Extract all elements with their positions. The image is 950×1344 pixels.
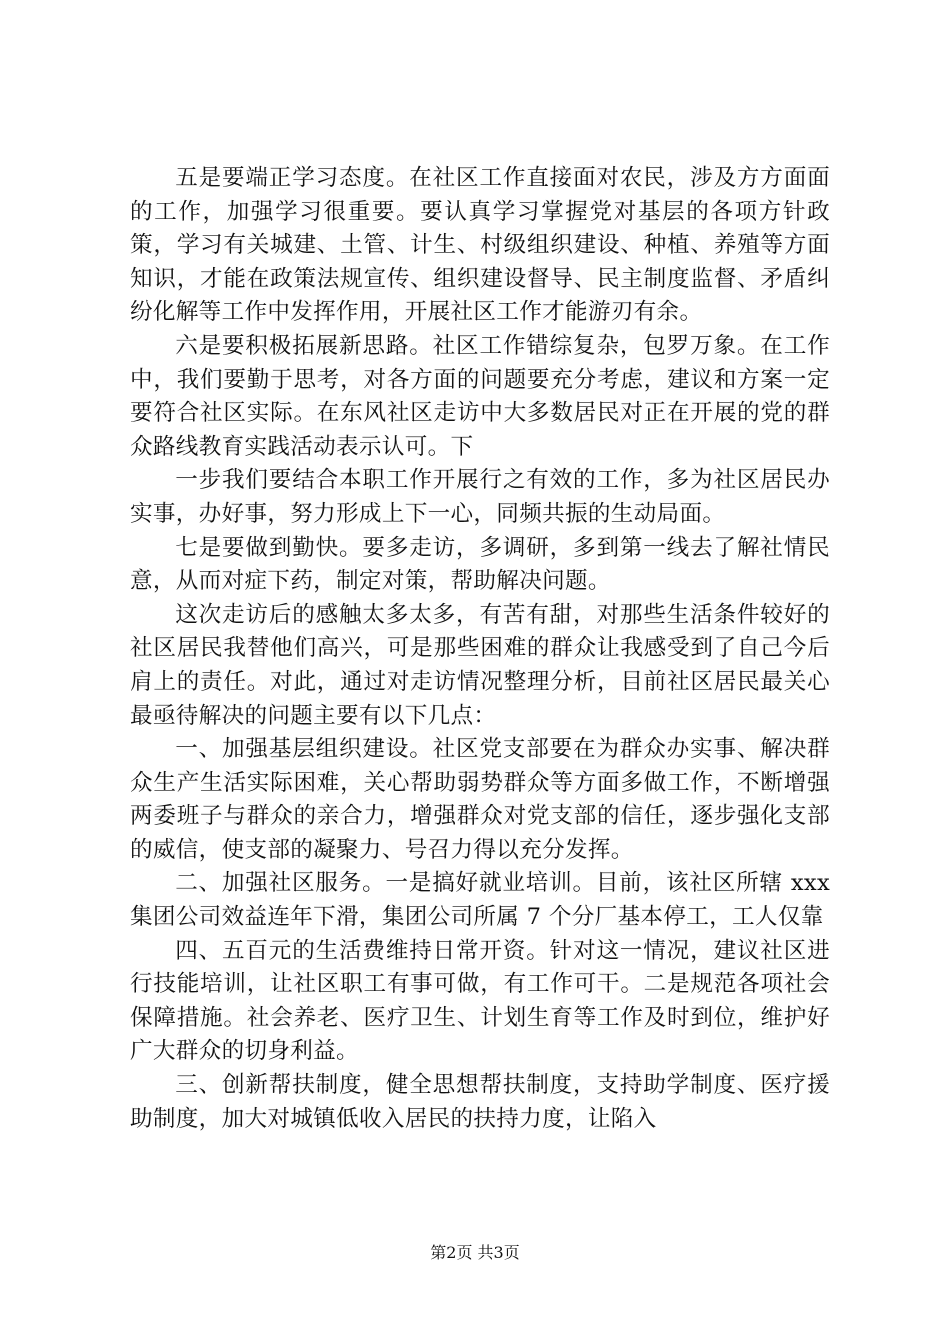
document-body: [130, 162, 830, 1136]
page-number-footer: 第2页 共3页: [430, 1243, 520, 1262]
paragraph-community-service: 二、加强社区服务。一是搞好就业培训。目前，该社区所辖 xxx 集团公司效益连年下滑，集团公司所属 7 个分厂基本停工，工人仅靠: [130, 870, 830, 931]
paragraph-next-step: 一步我们要结合本职工作开展行之有效的工作，多为社区居民办实事，办好事，努力形成上下一心，同频共振的生动局面。: [130, 467, 830, 527]
paragraph-diligence: 七是要做到勤快。要多走访，多调研，多到第一线去了解社情民意，从而对症下药，制定对策，帮助解决问题。: [130, 534, 830, 595]
paragraph-living-allowance: 四、五百元的生活费维持日常开资。针对这一情况，建议社区进行技能培训，让社区职工有事可做，有工作可干。二是规范各项社会保障措施。社会养老、医疗卫生、计划生育等工作及时到位，维护好广大群众的切身利益。: [130, 937, 830, 1065]
paragraph-new-ideas: 六是要积极拓展新思路。社区工作错综复杂，包罗万象。在工作中，我们要勤于思考，对各方面的问题要充分考虑，建议和方案一定要符合社区实际。在东风社区走访中大多数居民对正在开展的党的群众路线教育实践活动表示认可。下: [130, 332, 830, 460]
paragraph-study-attitude: 五是要端正学习态度。在社区工作直接面对农民，涉及方方面面的工作，加强学习很重要。要认真学习掌握党对基层的各项方针政策，学习有关城建、土管、计生、村级组织建设、种植、养殖等方面知识，才能在政策法规宣传、组织建设督导、民主制度监督、矛盾纠纷化解等工作中发挥作用，开展社区工作才能游刃有余。: [130, 165, 830, 326]
paragraph-assistance-system: 三、创新帮扶制度，健全思想帮扶制度，支持助学制度、医疗援助制度，加大对城镇低收入居民的扶持力度，让陷入: [130, 1072, 830, 1132]
paragraph-grassroots-organization: 一、加强基层组织建设。社区党支部要在为群众办实事、解决群众生产生活实际困难，关心帮助弱势群众等方面多做工作，不断增强两委班子与群众的亲合力，增强群众对党支部的信任，逐步强化支部的威信，使支部的凝聚力、号召力得以充分发挥。: [130, 736, 830, 863]
paragraph-visit-reflections: 这次走访后的感触太多太多，有苦有甜，对那些生活条件较好的社区居民我替他们高兴，可是那些困难的群众让我感受到了自己今后肩上的责任。对此，通过对走访情况整理分析，目前社区居民最关心最亟待解决的问题主要有以下几点：: [130, 601, 830, 729]
